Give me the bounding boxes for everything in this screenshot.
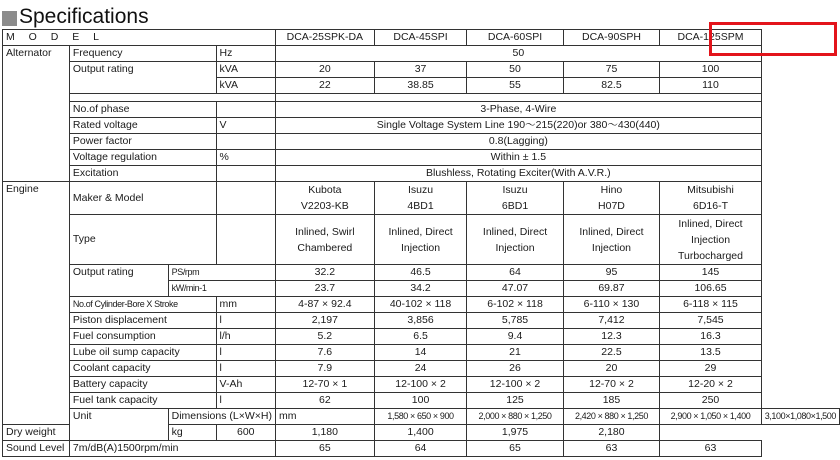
blank-cell [69, 94, 275, 102]
value-cell: 37 [374, 62, 467, 78]
value-cell: 1,180 [276, 425, 375, 441]
model-header-dca-25spk-da: DCA-25SPK-DA [276, 30, 375, 46]
value-cell: 12-100 × 2 [374, 377, 467, 393]
unit-cell: kVA [216, 78, 275, 94]
cell-line: Isuzu [502, 184, 528, 196]
value-cell [374, 182, 467, 215]
value-cell: 62 [276, 393, 375, 409]
unit-cell: kVA [216, 62, 275, 78]
value-cell [660, 182, 761, 215]
value-cell: 125 [467, 393, 563, 409]
value-cell: 46.5 [374, 265, 467, 281]
cell-line: Turbocharged [678, 249, 743, 262]
table-row [3, 377, 840, 393]
value-cell: 2,180 [563, 425, 660, 441]
value-cell: 22 [276, 78, 375, 94]
section-sound: Sound Level [3, 441, 70, 457]
value-cell: 14 [374, 345, 467, 361]
value-cell: 24 [374, 361, 467, 377]
table-row [3, 102, 840, 118]
table-row [3, 62, 840, 78]
title-square-icon [2, 11, 17, 26]
value-cell [276, 182, 375, 215]
value-cell: 64 [467, 265, 563, 281]
unit-cell: V-Ah [216, 377, 275, 393]
table-row [3, 94, 840, 102]
value-cell: 2,197 [276, 313, 375, 329]
page-title [2, 4, 149, 30]
row-label: Fuel tank capacity [69, 393, 216, 409]
row-label: 7m/dB(A)1500rpm/min [69, 441, 275, 457]
row-label: Rated voltage [69, 118, 216, 134]
cell-line: Hino [600, 184, 623, 196]
unit-cell: mm [216, 297, 275, 313]
unit-cell: % [216, 150, 275, 166]
value-cell: 23.7 [276, 281, 375, 297]
unit-cell [216, 134, 275, 150]
table-row [3, 134, 840, 150]
cell-line: Kubota [308, 184, 342, 196]
value-cell: 4-87 × 92.4 [276, 297, 375, 313]
value-cell: Single Voltage System Line 190～215(220)or 380～430(440) [276, 118, 762, 134]
value-cell: 250 [660, 393, 761, 409]
value-cell [563, 215, 660, 265]
table-row [3, 329, 840, 345]
table-row [3, 345, 840, 361]
cell-line: Injection [400, 241, 441, 254]
highlight-box-dca-125spm [709, 22, 837, 56]
value-cell: 0.8(Lagging) [276, 134, 762, 150]
value-cell: 7,412 [563, 313, 660, 329]
row-label: Lube oil sump capacity [69, 345, 216, 361]
cell-line: V2203-KB [300, 200, 349, 212]
value-cell [467, 182, 563, 215]
table-row [3, 361, 840, 377]
value-cell: 1,580 × 650 × 900 [374, 409, 467, 425]
unit-cell [216, 166, 275, 182]
table-row [3, 215, 840, 265]
row-label: No.of phase [69, 102, 216, 118]
cell-line: Injection [591, 241, 632, 254]
row-label: Fuel consumption [69, 329, 216, 345]
row-label: Dry weight [3, 425, 169, 441]
value-cell [276, 215, 375, 265]
unit-cell: V [216, 118, 275, 134]
value-cell: 32.2 [276, 265, 375, 281]
table-row [3, 182, 840, 215]
value-cell: 22.5 [563, 345, 660, 361]
value-cell: 82.5 [563, 78, 660, 94]
value-cell: 100 [374, 393, 467, 409]
value-cell: 145 [660, 265, 761, 281]
value-cell: 50 [467, 62, 563, 78]
value-cell: 29 [660, 361, 761, 377]
unit-cell: kW/min-1 [168, 281, 275, 297]
row-label: Frequency [69, 46, 216, 62]
value-cell: 3,100×1,080×1,500 [761, 409, 839, 425]
value-cell: 1,400 [374, 425, 467, 441]
value-cell: Blushless, Rotating Exciter(With A.V.R.) [276, 166, 762, 182]
value-cell: 6-110 × 130 [563, 297, 660, 313]
value-cell: 13.5 [660, 345, 761, 361]
cell-line: Inlined, Direct [482, 225, 548, 238]
value-cell: 69.87 [563, 281, 660, 297]
value-cell: 3,856 [374, 313, 467, 329]
table-row [3, 425, 840, 441]
cell-line: H07D [598, 200, 625, 212]
model-header-dca-60spi: DCA-60SPI [467, 30, 563, 46]
value-cell: 40-102 × 118 [374, 297, 467, 313]
value-cell: 38.85 [374, 78, 467, 94]
table-row [3, 265, 840, 281]
row-label: No.of Cylinder-Bore X Stroke [69, 297, 216, 313]
row-label: Piston displacement [69, 313, 216, 329]
cell-line: 4BD1 [407, 200, 434, 212]
value-cell: 106.65 [660, 281, 761, 297]
value-cell: 26 [467, 361, 563, 377]
table-row [3, 393, 840, 409]
cell-line: Injection [495, 241, 535, 254]
row-label: Coolant capacity [69, 361, 216, 377]
row-label: Excitation [69, 166, 216, 182]
unit-cell [216, 182, 275, 215]
table-row [3, 150, 840, 166]
unit-cell: l/h [216, 329, 275, 345]
value-cell: 7.6 [276, 345, 375, 361]
row-label: Voltage regulation [69, 150, 216, 166]
unit-cell [216, 102, 275, 118]
value-cell: 5,785 [467, 313, 563, 329]
section-unit: Unit [69, 409, 168, 441]
value-cell [374, 215, 467, 265]
row-label: Power factor [69, 134, 216, 150]
value-cell: 5.2 [276, 329, 375, 345]
value-cell [660, 215, 761, 265]
table-row [3, 297, 840, 313]
table-row [3, 409, 840, 425]
unit-cell: mm [276, 409, 375, 425]
unit-cell: kg [168, 425, 216, 441]
row-label: Battery capacity [69, 377, 216, 393]
value-cell: 7,545 [660, 313, 761, 329]
unit-cell: l [216, 361, 275, 377]
cell-line: Inlined, Direct [678, 217, 743, 230]
spec-table [2, 29, 840, 457]
row-label: Output rating [69, 62, 216, 94]
value-cell: 12-70 × 1 [276, 377, 375, 393]
value-cell: 64 [374, 441, 467, 457]
value-cell: 100 [660, 62, 761, 78]
model-header-dca-90sph: DCA-90SPH [563, 30, 660, 46]
unit-cell: PS/rpm [168, 265, 275, 281]
value-cell: 3-Phase, 4-Wire [276, 102, 762, 118]
value-cell: 2,900 × 1,050 × 1,400 [660, 409, 761, 425]
unit-cell: l [216, 313, 275, 329]
value-cell: 6-102 × 118 [467, 297, 563, 313]
value-cell: 20 [563, 361, 660, 377]
table-row [3, 441, 840, 457]
value-cell: 9.4 [467, 329, 563, 345]
unit-cell: l [216, 393, 275, 409]
value-cell: 185 [563, 393, 660, 409]
row-label: Output rating [69, 265, 168, 297]
value-cell: 2,000 × 880 × 1,250 [467, 409, 563, 425]
title-text: Specifications [19, 5, 149, 28]
value-cell: 12-20 × 2 [660, 377, 761, 393]
value-cell: 6.5 [374, 329, 467, 345]
section-alternator: Alternator [3, 46, 70, 182]
unit-cell: Hz [216, 46, 275, 62]
value-cell: 12.3 [563, 329, 660, 345]
value-cell: 600 [216, 425, 275, 441]
value-cell: 63 [660, 441, 761, 457]
value-cell: 95 [563, 265, 660, 281]
value-cell [563, 182, 660, 215]
section-engine: Engine [3, 182, 70, 425]
table-row [3, 313, 840, 329]
value-cell: 65 [467, 441, 563, 457]
model-header-dca-125spm: DCA-125SPM [660, 30, 761, 46]
cell-line: Inlined, Swirl [295, 225, 355, 238]
unit-cell: l [216, 345, 275, 361]
cell-line: Mitsubishi [687, 184, 734, 196]
value-cell: 63 [563, 441, 660, 457]
value-cell: 110 [660, 78, 761, 94]
cell-line: 6D16-T [692, 200, 728, 212]
value-cell: 16.3 [660, 329, 761, 345]
cell-line: Isuzu [407, 184, 434, 196]
cell-line: Chambered [297, 241, 353, 254]
row-label: Type [69, 215, 216, 265]
value-cell: 20 [276, 62, 375, 78]
value-cell: Within ± 1.5 [276, 150, 762, 166]
value-cell: 55 [467, 78, 563, 94]
table-row [3, 166, 840, 182]
cell-line: Inlined, Direct [388, 225, 453, 238]
value-cell [467, 215, 563, 265]
cell-line: Injection [690, 233, 731, 246]
value-cell: 75 [563, 62, 660, 78]
value-cell: 21 [467, 345, 563, 361]
value-cell: 50 [276, 46, 762, 62]
value-cell: 47.07 [467, 281, 563, 297]
model-header-dca-45spi: DCA-45SPI [374, 30, 467, 46]
cell-line: Inlined, Direct [579, 225, 644, 238]
cell-line: 6BD1 [501, 200, 529, 212]
value-cell: 12-100 × 2 [467, 377, 563, 393]
row-label: Dimensions (L×W×H) [168, 409, 275, 425]
value-cell: 6-118 × 115 [660, 297, 761, 313]
value-cell: 2,420 × 880 × 1,250 [563, 409, 660, 425]
value-cell: 1,975 [467, 425, 563, 441]
unit-cell [216, 215, 275, 265]
value-cell: 12-70 × 2 [563, 377, 660, 393]
row-label: Maker & Model [69, 182, 216, 215]
value-cell: 34.2 [374, 281, 467, 297]
model-label: M O D E L [3, 30, 276, 46]
blank-cell [276, 94, 762, 102]
value-cell: 7.9 [276, 361, 375, 377]
value-cell: 65 [276, 441, 375, 457]
table-row [3, 118, 840, 134]
